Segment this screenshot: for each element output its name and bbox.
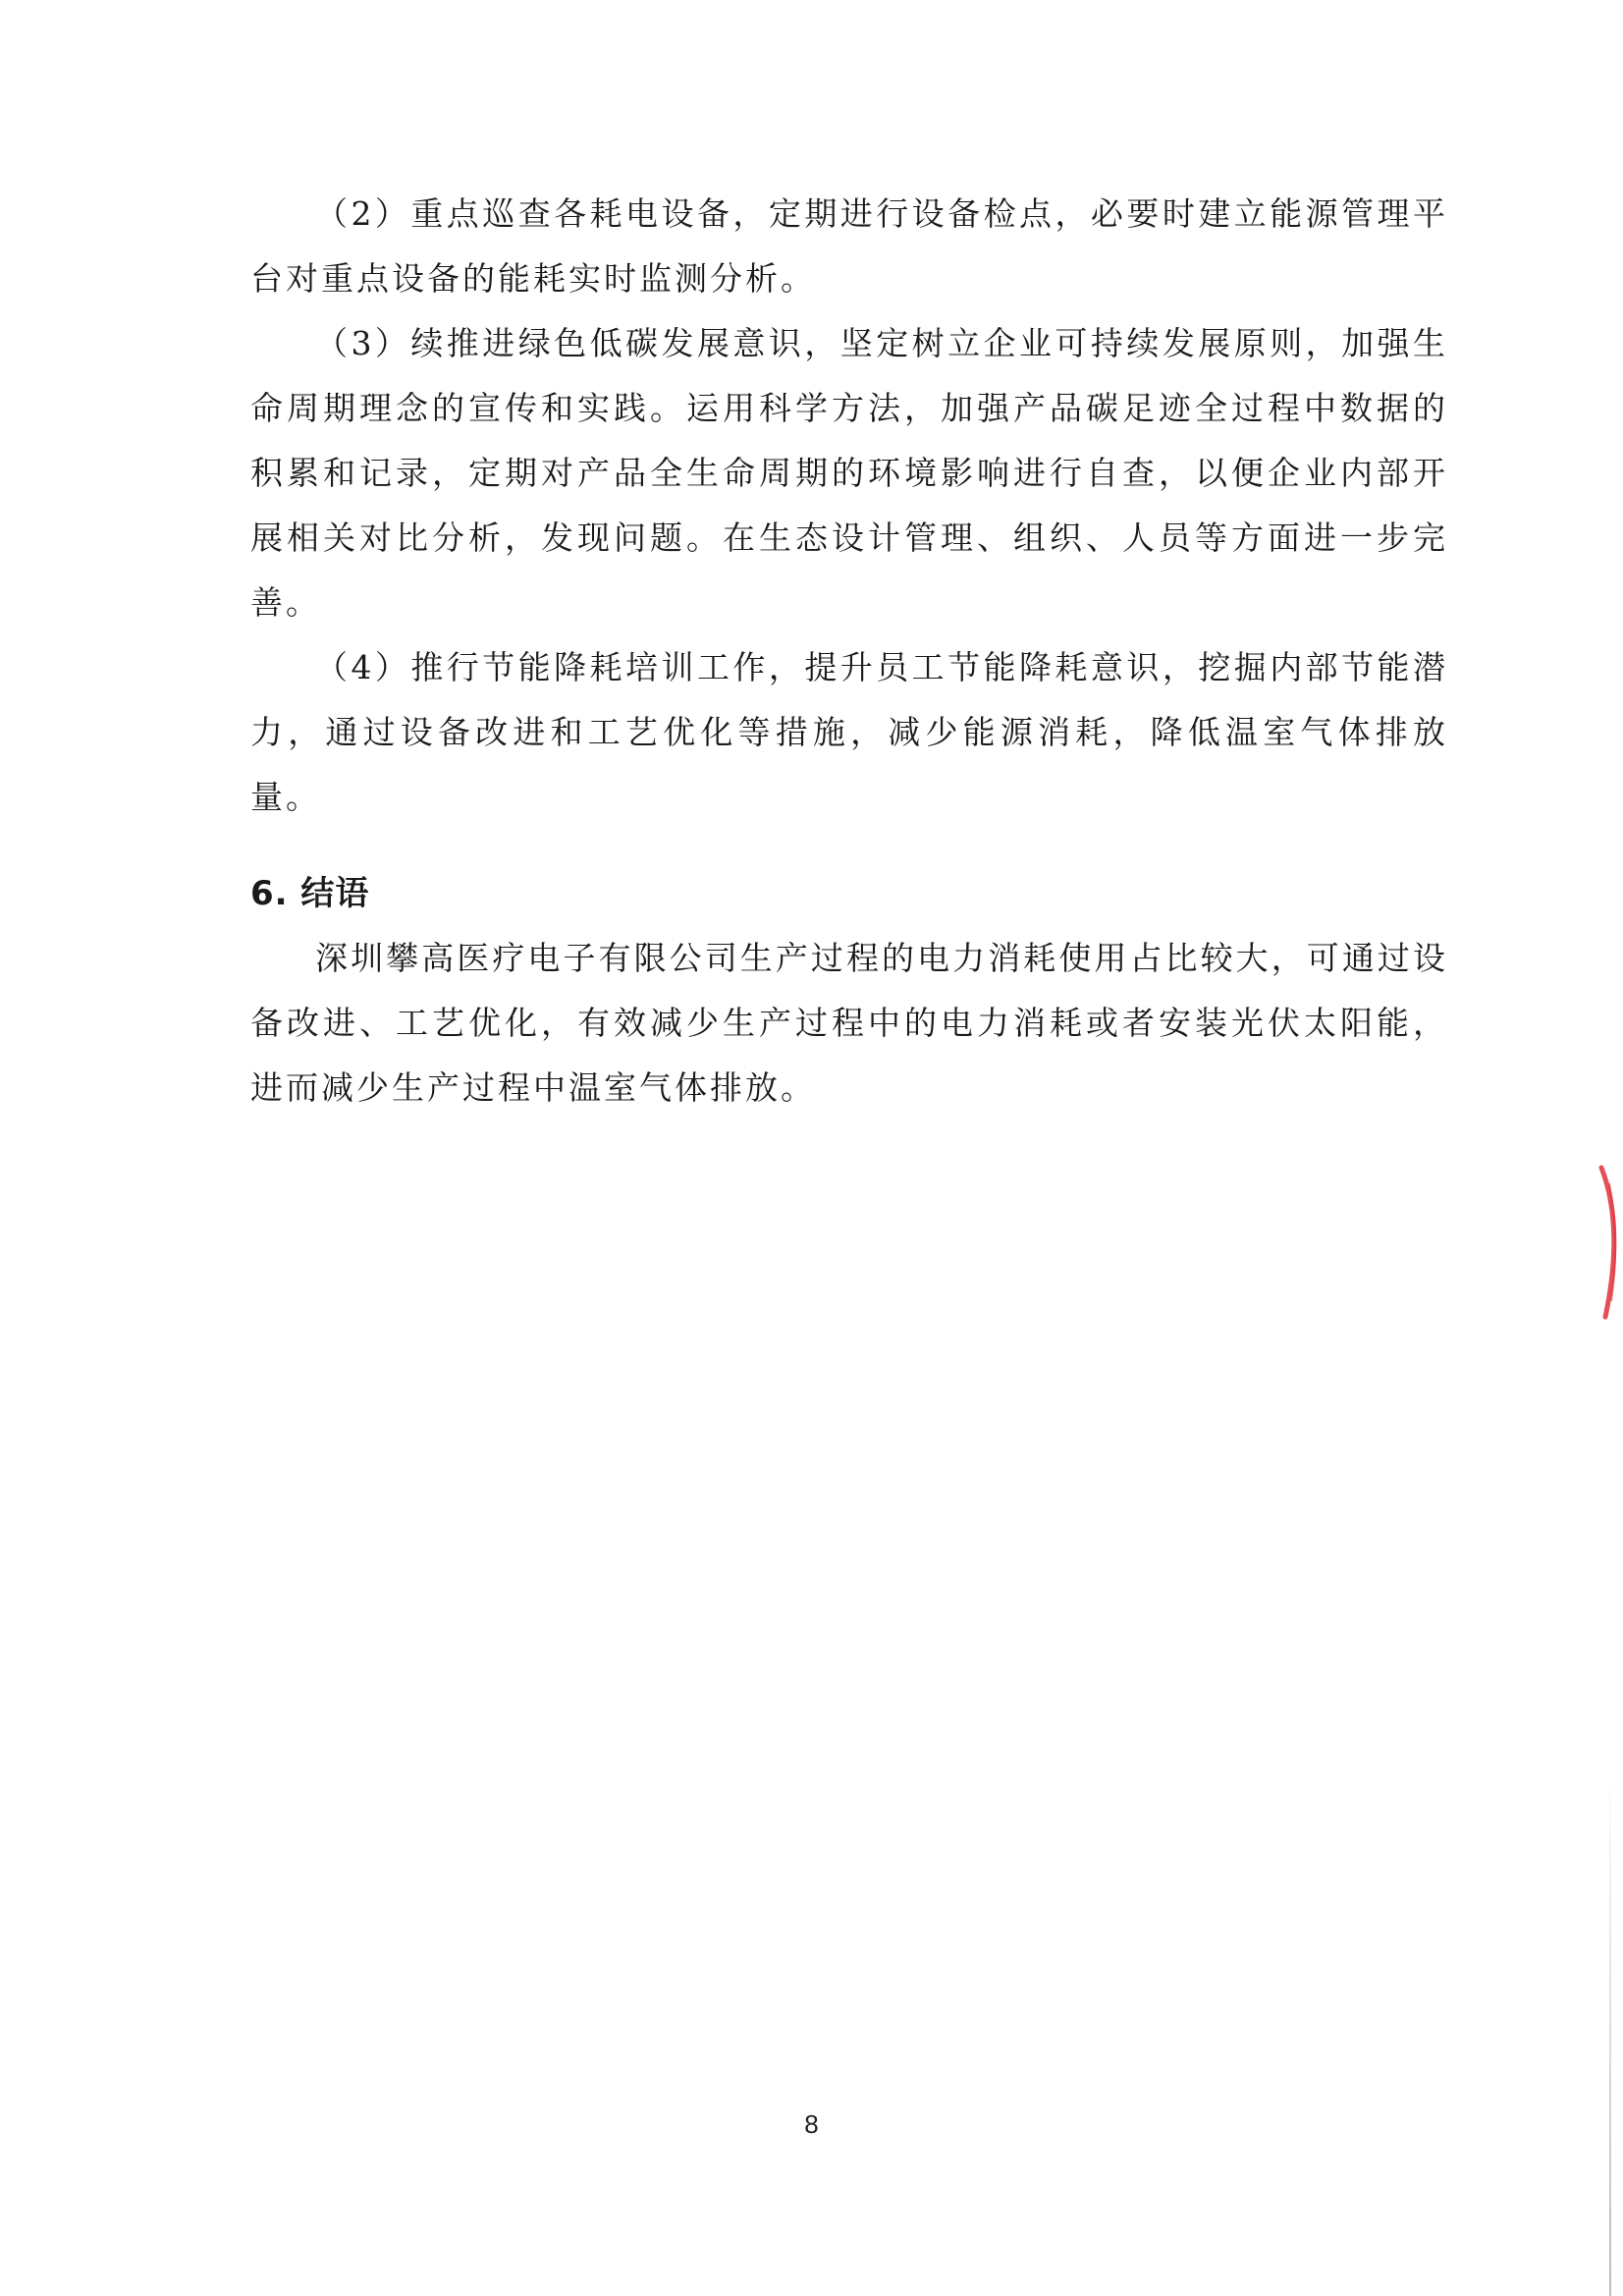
- conclusion-paragraph: 深圳攀高医疗电子有限公司生产过程的电力消耗使用占比较大，可通过设备改进、工艺优化，有效减少生产过程中的电力消耗或者安装光伏太阳能，进而减少生产过程中温室气体排放。: [250, 939, 1448, 1107]
- paragraph-2: （2）重点巡查各耗电设备，定期进行设备检点，必要时建立能源管理平台对重点设备的能耗实时监测分析。: [250, 194, 1448, 298]
- seal-stamp-edge: [1594, 1164, 1623, 1321]
- paragraph-4: （4）推行节能降耗培训工作，提升员工节能降耗意识，挖掘内部节能潜力，通过设备改进和工艺优化等措施，减少能源消耗，降低温室气体排放量。: [250, 648, 1448, 816]
- paragraph-3: （3）续推进绿色低碳发展意识，坚定树立企业可持续发展原则，加强生命周期理念的宣传和实践。运用科学方法，加强产品碳足迹全过程中数据的积累和记录，定期对产品全生命周期的环境影响进行自查，以便企业内部开展相关对比分析，发现问题。在生态设计管理、组织、人员等方面进一步完善。: [250, 324, 1448, 622]
- section-heading-conclusion: 6. 结语: [250, 874, 370, 913]
- scan-edge-line: [1609, 1768, 1611, 2296]
- page-number: 8: [804, 2109, 819, 2139]
- document-body: [250, 182, 1448, 1121]
